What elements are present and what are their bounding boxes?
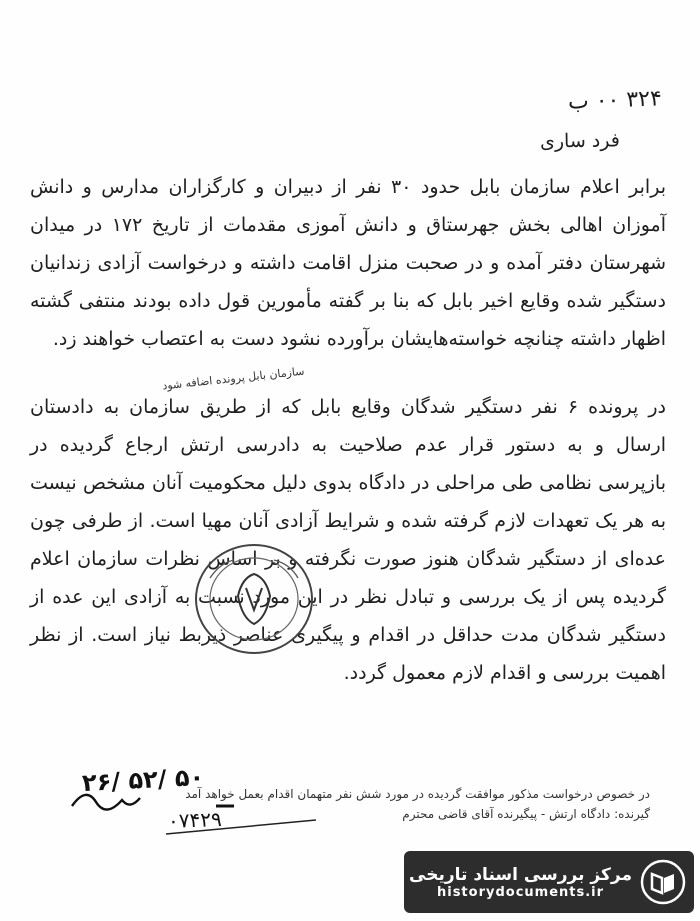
watermark-text (409, 865, 632, 900)
ledger-number-2: ۰۷۴۲۹ (167, 807, 223, 833)
letter-body (30, 168, 666, 692)
watermark-site: historydocuments.ir (436, 884, 605, 900)
book-logo-icon (640, 859, 686, 905)
paragraph-1: برابر اعلام سازمان بابل حدود ۳۰ نفر از دبیران و کارگزاران مدارس و دانش آموزان اهالی بخش جهرستاق و دانش آموزی مقدمات از تاریخ ۱۷۲ در میدان شهرستان دفتر آمده و در صحبت منزل اقامت داشته و درخواست آزادی زندانیان دستگیر شده وقایع اخیر بابل که بنا بر گفته مأمورین قول داده بودند منتفی گشته اظهار داشته چنانچه خواسته‌هایشان برآورده نشود دست به اعتصاب خواهند زد. (30, 176, 666, 350)
reference-number: ۳۲۴ ۰۰ ب (567, 86, 663, 115)
salutation: فرد ساری (539, 129, 621, 153)
watermark-banner (404, 851, 694, 913)
paragraph-2: در پرونده ۶ نفر دستگیر شدگان وقایع بابل که از طریق سازمان به دادستان ارسال و به دستور قرار عدم صلاحیت به دادرسی ارتش ارجاع گردیده در بازپرسی نظامی طی مراحلی در دادگاه بدوی دلیل محکومیت آنان مشخص نیست به هر یک تعهدات لازم گرفته شده و شرایط آزادی آنان مهیا است. از طرفی چون عده‌ای از دستگیر شدگان هنوز صورت نگرفته و بر اساس نظرات سازمان اعلام گردیده پس از یک بررسی و تبادل نظر در این مورد نسبت به آزادی این عده از دستگیر شدگان مدت حداقل در اقدام و پیگیری عناصر ذیربط نیاز است. از نظر اهمیت بررسی و اقدام لازم معمول گردد. (30, 396, 666, 684)
margin-insert-note: سازمان بابل پرونده اضافه شود (161, 364, 306, 393)
footnote (120, 784, 650, 824)
footnote-line-2: گیرنده: دادگاه ارتش - پیگیرنده آقای قاضی محترم (402, 807, 650, 821)
ledger-number: ۲۶/ ۵۲/ ۵۰ (81, 762, 205, 798)
footnote-line-1: در خصوص درخواست مذکور موافقت گردیده در مورد شش نفر متهمان اقدام بعمل خواهد آمد (185, 787, 650, 801)
round-seal-stamp (190, 538, 318, 660)
watermark-title: مرکز بررسی اسناد تاریخی (409, 864, 632, 885)
